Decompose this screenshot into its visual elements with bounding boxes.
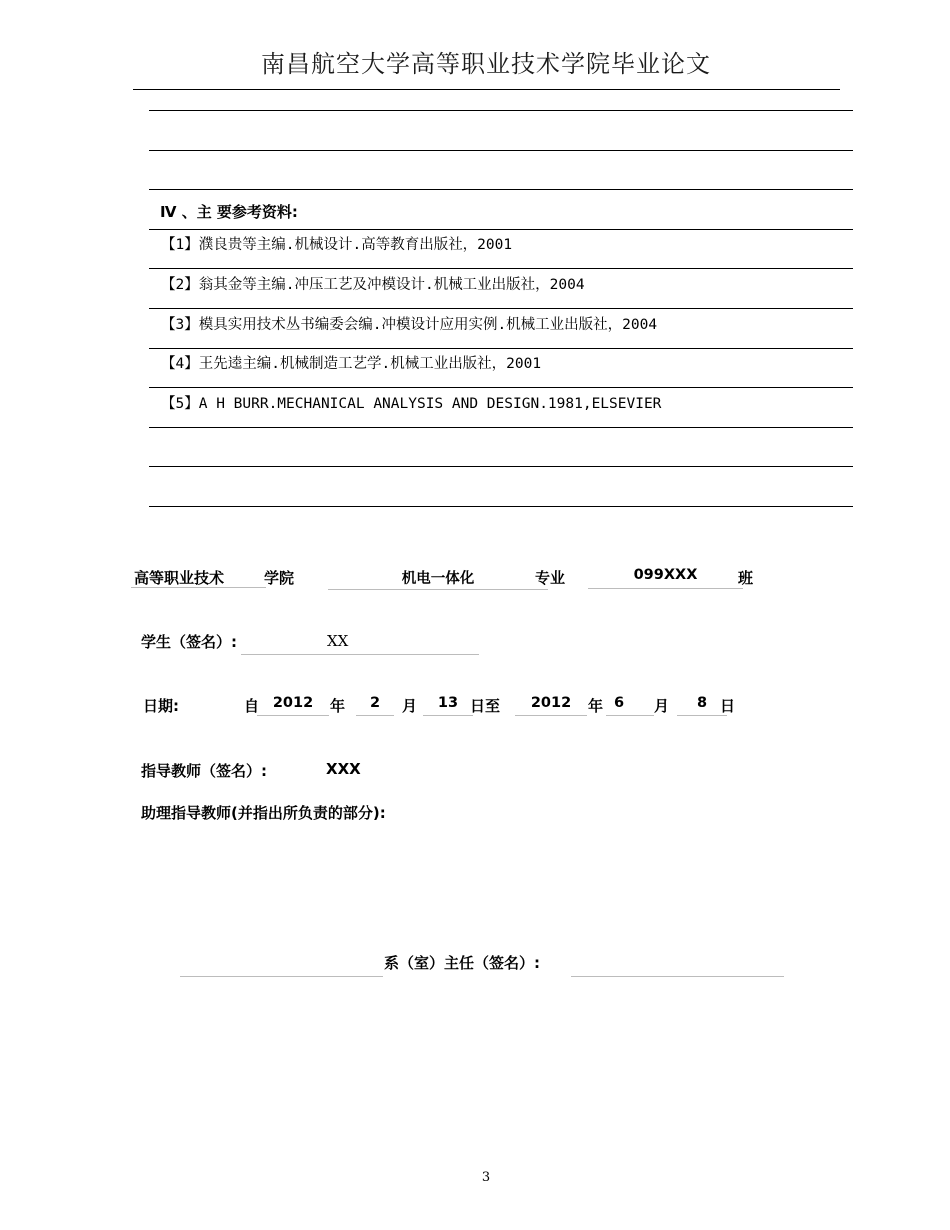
reference-item: 【3】模具实用技术丛书编委会编.冲模设计应用实例.机械工业出版社，2004 <box>161 317 658 333</box>
reference-item: 【1】濮良贵等主编.机械设计.高等教育出版社，2001 <box>161 237 513 253</box>
class-code-value: 099XXX <box>633 567 698 583</box>
major-underline <box>328 589 548 590</box>
date-underline <box>257 715 329 716</box>
advisor-signature-label: 指导教师（签名）: <box>141 762 267 780</box>
date-underline <box>515 715 587 716</box>
date-from-day: 13 <box>437 695 459 711</box>
reference-item: 【4】王先逵主编.机械制造工艺学.机械工业出版社，2001 <box>161 356 542 372</box>
form-rule <box>149 150 853 151</box>
department-head-label: 系（室）主任（签名）: <box>384 954 540 972</box>
form-rule <box>149 466 853 467</box>
department-head-underline <box>571 976 784 977</box>
date-from-month: 2 <box>369 695 381 711</box>
date-from-year: 2012 <box>272 695 314 711</box>
page-header-title: 南昌航空大学高等职业技术学院毕业论文 <box>261 50 711 78</box>
date-day-label: 日 <box>720 697 736 715</box>
major-value: 机电一体化 <box>401 571 475 587</box>
assistant-advisor-label: 助理指导教师(并指出所负责的部分): <box>141 804 386 822</box>
date-to-day: 8 <box>696 695 708 711</box>
student-signature-underline <box>241 654 479 655</box>
header-rule <box>133 89 840 90</box>
class-label: 班 <box>738 569 754 587</box>
form-rule <box>149 229 853 230</box>
reference-item: 【2】翁其金等主编.冲压工艺及冲模设计.机械工业出版社，2004 <box>161 277 585 293</box>
reference-item: 【5】A H BURR.MECHANICAL ANALYSIS AND DESIGN.1981,ELSEVIER <box>161 396 662 412</box>
date-to-year: 2012 <box>530 695 572 711</box>
college-label: 学院 <box>264 569 295 587</box>
date-month-label: 月 <box>402 697 418 715</box>
date-year-label: 年 <box>330 697 346 715</box>
form-rule <box>149 110 853 111</box>
advisor-signature-value: XXX <box>326 760 361 778</box>
student-signature-value: XX <box>327 632 349 650</box>
date-year-label: 年 <box>588 697 604 715</box>
date-from-label: 自 <box>244 697 260 715</box>
date-month-label: 月 <box>654 697 670 715</box>
form-rule <box>149 308 853 309</box>
major-label: 专业 <box>535 569 566 587</box>
form-rule <box>149 427 853 428</box>
form-rule <box>149 348 853 349</box>
page-number: 3 <box>481 1170 491 1185</box>
references-heading: Ⅳ 、主 要参考资料: <box>160 203 298 221</box>
date-to-label: 日至 <box>470 697 501 715</box>
form-rule <box>149 268 853 269</box>
form-rule <box>149 506 853 507</box>
form-rule <box>149 387 853 388</box>
student-signature-label: 学生（签名）: <box>141 633 237 651</box>
college-underline <box>131 587 266 588</box>
department-head-underline <box>180 976 383 977</box>
date-underline <box>423 715 473 716</box>
class-code-underline <box>588 588 743 589</box>
date-to-month: 6 <box>614 695 625 711</box>
college-value: 高等职业技术 <box>134 569 225 587</box>
date-underline <box>356 715 394 716</box>
date-label: 日期: <box>143 697 179 715</box>
date-underline <box>606 715 654 716</box>
form-rule <box>149 189 853 190</box>
